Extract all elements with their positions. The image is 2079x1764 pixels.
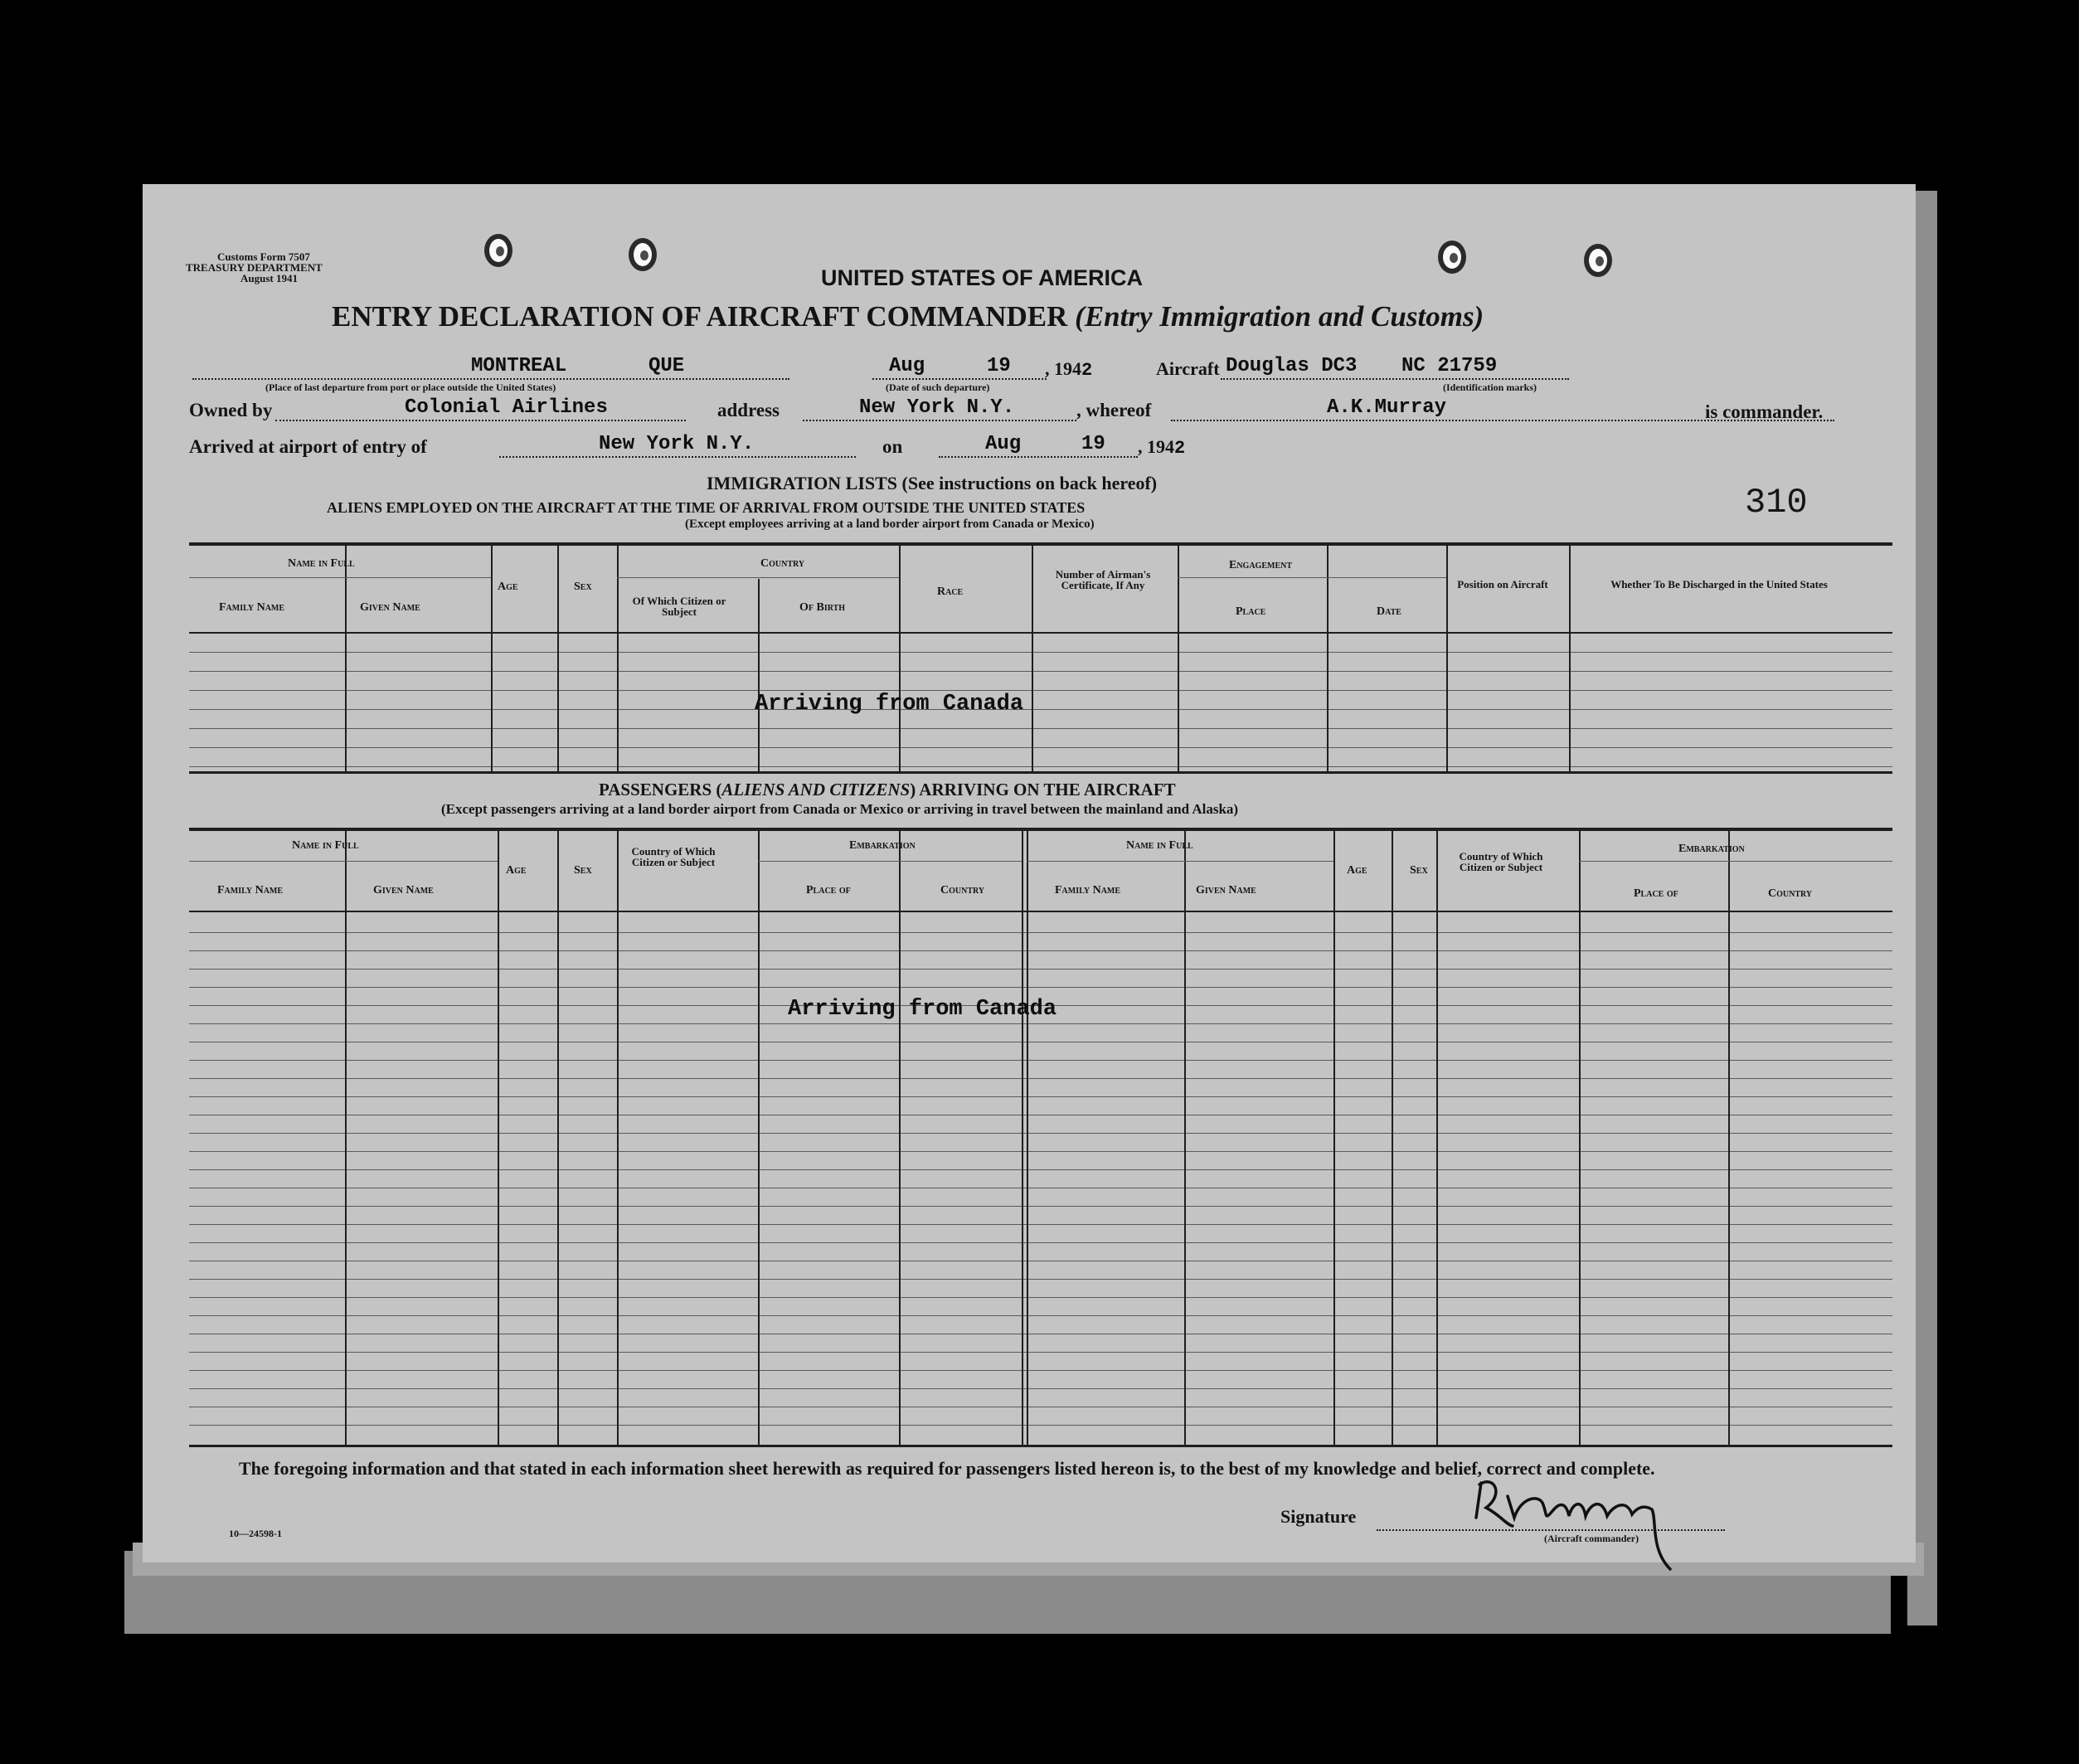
crew-family-name-header: Family Name (219, 601, 285, 614)
aliens-note: (Except employees arriving at a land border airport from Canada or Mexico) (685, 518, 1095, 531)
departure-day: 19 (987, 355, 1011, 377)
pax-table-column-line (1728, 829, 1730, 1445)
crew-table-row-line (189, 709, 1892, 710)
crew-age-header: Age (498, 581, 518, 593)
punch-hole (629, 238, 657, 271)
pax-table-column-line (899, 829, 901, 1445)
pax-given-name-header-right: Given Name (1196, 884, 1256, 897)
form-date: August 1941 (240, 272, 298, 284)
crew-place-header: Place (1236, 605, 1266, 618)
crew-table-top-rule (189, 542, 1892, 546)
arrival-day: 19 (1081, 433, 1105, 455)
crew-table-column-line (1446, 544, 1448, 771)
address-label: address (717, 400, 780, 420)
departure-year-prefix: , 194 (1045, 358, 1081, 379)
crew-table-row-line (189, 652, 1892, 653)
pax-table-bottom-rule (189, 1445, 1892, 1447)
crew-table-bottom-rule (189, 771, 1892, 774)
commander-signature (1461, 1470, 1718, 1577)
pax-table-row-line (189, 1169, 1892, 1170)
pax-table-column-line (1333, 829, 1335, 1445)
pax-table-column-line (498, 829, 499, 1445)
passengers-heading-post: ) ARRIVING ON THE AIRCRAFT (910, 780, 1176, 799)
pax-left-embark-subheader-line (758, 861, 1022, 862)
pax-header-divider (189, 911, 1892, 912)
page-title-italic: (Entry Immigration and Customs) (1075, 300, 1484, 333)
punch-hole (1584, 244, 1612, 277)
aircraft-type: Douglas DC3 (1226, 355, 1358, 377)
pax-sex-header-right: Sex (1410, 864, 1428, 877)
arrival-date-line (939, 456, 1138, 458)
pax-table-row-line (189, 1370, 1892, 1371)
signature-caption: (Aircraft commander) (1544, 1533, 1639, 1544)
pax-table-column-line (617, 829, 619, 1445)
crew-country-subheader-line (617, 577, 899, 578)
form-code: 10—24598-1 (229, 1528, 282, 1539)
arrival-place: New York N.Y. (599, 433, 755, 455)
country-title: UNITED STATES OF AMERICA (821, 265, 1143, 290)
page-title-main: ENTRY DECLARATION OF AIRCRAFT COMMANDER (332, 300, 1068, 333)
entry-declaration-form (143, 184, 1916, 1562)
pax-family-name-header-left: Family Name (217, 884, 284, 897)
crew-engagement-subheader-line (1178, 577, 1446, 578)
owner-line (275, 420, 686, 421)
pax-table-row-line (189, 1242, 1892, 1243)
passengers-heading (599, 780, 1176, 800)
pax-right-name-subheader-line (1027, 861, 1333, 862)
pax-citizen-header-left: Country of Which Citizen or Subject (631, 845, 716, 868)
pax-table-row-line (189, 1133, 1892, 1134)
arrival-label: Arrived at airport of entry of (189, 436, 427, 457)
passengers-note: (Except passengers arriving at a land border airport from Canada or Mexico or arriving in travel between the mainland and Alaska) (441, 801, 1239, 817)
pax-age-header-left: Age (506, 864, 527, 877)
commander-suffix: is commander. (1705, 401, 1824, 422)
crew-race-header: Race (937, 586, 964, 598)
pax-table-column-line (1579, 829, 1581, 1445)
pax-table-row-line (189, 1151, 1892, 1152)
pax-table-column-line (1392, 829, 1393, 1445)
departure-year (1045, 358, 1092, 381)
pax-table-column-line (1184, 829, 1186, 1445)
pax-table-row-line (189, 1224, 1892, 1225)
pax-name-in-full-header-right: Name in Full (1126, 839, 1193, 852)
arrival-on-label: on (882, 436, 903, 457)
pax-citizen-header-right: Country of Which Citizen or Subject (1459, 850, 1543, 873)
crew-given-name-header: Given Name (360, 601, 420, 614)
crew-table-column-line (899, 544, 901, 771)
punch-hole (1438, 241, 1466, 274)
crew-discharged-header: Whether To Be Discharged in the United States (1610, 578, 1828, 590)
owned-by-label: Owned by (189, 400, 273, 420)
crew-table-column-line (617, 544, 619, 771)
pax-center-double-line (1027, 829, 1028, 1445)
pax-table-column-line (345, 829, 347, 1445)
crew-table-column-line (1032, 544, 1033, 771)
crew-entry-note: Arriving from Canada (755, 692, 1024, 717)
crew-header-divider (189, 632, 1892, 634)
pax-table-column-line (1022, 829, 1023, 1445)
aircraft-label: Aircraft (1156, 358, 1220, 379)
pax-table-top-rule (189, 828, 1892, 831)
departure-place-line (192, 378, 789, 380)
pax-embarkation-header-left: Embarkation (849, 839, 916, 852)
pax-sex-header-left: Sex (574, 864, 592, 877)
crew-name-subheader-line (189, 577, 491, 578)
pax-table-row-line (189, 1352, 1892, 1353)
commander-name: A.K.Murray (1327, 396, 1447, 419)
immigration-heading-note: (See instructions on back hereof) (901, 473, 1158, 493)
form-number: Customs Form 7507 (217, 250, 310, 263)
pax-table-row-line (189, 1096, 1892, 1097)
immigration-heading (707, 473, 1157, 494)
crew-table-column-line (557, 544, 559, 771)
crew-table-row-line (189, 671, 1892, 672)
punch-hole (484, 234, 512, 267)
crew-citizen-header: Of Which Citizen or Subject (632, 595, 726, 618)
crew-table-row-line (189, 747, 1892, 748)
owner-address: New York N.Y. (859, 396, 1015, 419)
pax-table-column-line (758, 829, 760, 1445)
pax-table-row-line (189, 1297, 1892, 1298)
pax-table-row-line (189, 1078, 1892, 1079)
pax-age-header-right: Age (1347, 864, 1367, 877)
pax-entry-note: Arriving from Canada (788, 997, 1057, 1022)
pax-left-name-subheader-line (189, 861, 498, 862)
pax-family-name-header-right: Family Name (1055, 884, 1121, 897)
pax-place-header-left: Place of (806, 884, 851, 897)
pax-given-name-header-left: Given Name (373, 884, 434, 897)
pax-name-in-full-header-left: Name in Full (292, 839, 359, 852)
passengers-heading-italic: ALIENS AND CITIZENS (721, 780, 911, 799)
pax-table-row-line (189, 932, 1892, 933)
departure-date-caption: (Date of such departure) (886, 381, 990, 393)
pax-table-row-line (189, 1388, 1892, 1389)
crew-table-column-line (1569, 544, 1571, 771)
arrival-year-digit: 2 (1174, 438, 1186, 459)
form-department: TREASURY DEPARTMENT (186, 261, 323, 274)
crew-name-in-full-header: Name in Full (288, 557, 355, 570)
departure-year-digit: 2 (1081, 360, 1093, 381)
crew-table-column-line (491, 544, 493, 771)
crew-table-row-line (189, 728, 1892, 729)
arrival-year-prefix: , 194 (1138, 436, 1174, 457)
arrival-place-line (499, 456, 856, 458)
pax-table-column-line (1436, 829, 1438, 1445)
arrival-month: Aug (985, 433, 1022, 455)
immigration-heading-title: IMMIGRATION LISTS (707, 473, 898, 493)
crew-date-header: Date (1377, 605, 1401, 618)
aircraft-marks-caption: (Identification marks) (1443, 381, 1537, 393)
pax-table-row-line (189, 950, 1892, 951)
pax-embarkation-header-right: Embarkation (1678, 843, 1745, 855)
departure-month: Aug (889, 355, 925, 377)
crew-sex-header: Sex (574, 581, 592, 593)
crew-country-header: Country (760, 557, 805, 570)
aliens-heading: ALIENS EMPLOYED ON THE AIRCRAFT AT THE TIME OF ARRIVAL FROM OUTSIDE THE UNITED STATES (327, 499, 1086, 516)
whereof-label: , whereof (1076, 400, 1152, 420)
pax-table-row-line (189, 1060, 1892, 1061)
departure-place: MONTREAL (471, 355, 567, 377)
pax-country-header-left: Country (940, 884, 985, 897)
page-number: 310 (1745, 483, 1808, 522)
signature-label: Signature (1280, 1506, 1357, 1527)
certification-statement: The foregoing information and that stated in each information sheet herewith as required for passengers listed hereon is, to the best of my knowledge and belief, correct and complete. (239, 1458, 1655, 1479)
crew-position-header: Position on Aircraft (1457, 578, 1548, 590)
crew-table-row-line (189, 690, 1892, 691)
crew-name-subcolumn-line (345, 544, 347, 771)
passengers-heading-pre: PASSENGERS ( (599, 780, 722, 799)
aircraft-marks: NC 21759 (1401, 355, 1498, 377)
departure-date-line (872, 378, 1047, 380)
page-title (332, 300, 1484, 333)
pax-table-column-line (557, 829, 559, 1445)
crew-engagement-header: Engagement (1229, 559, 1293, 571)
address-line (803, 420, 1076, 421)
pax-table-row-line (189, 1279, 1892, 1280)
departure-place-caption: (Place of last departure from port or place outside the United States) (265, 381, 556, 393)
pax-place-header-right: Place of (1634, 887, 1678, 900)
departure-province: QUE (648, 355, 685, 377)
crew-table-row-line (189, 766, 1892, 767)
owner-name: Colonial Airlines (405, 396, 608, 419)
crew-table-column-line (1178, 544, 1179, 771)
aircraft-line (1221, 378, 1569, 380)
pax-table-row-line (189, 1206, 1892, 1207)
pax-country-header-right: Country (1768, 887, 1813, 900)
crew-country-split-line (758, 579, 760, 771)
crew-certificate-header: Number of Airman's Certificate, If Any (1055, 568, 1151, 591)
crew-engagement-split-line (1327, 579, 1329, 771)
pax-table-row-line (189, 1425, 1892, 1426)
crew-birth-header: Of Birth (799, 601, 846, 614)
arrival-year (1138, 436, 1185, 459)
pax-table-row-line (189, 987, 1892, 988)
pax-right-embark-subheader-line (1579, 861, 1892, 862)
pax-table-row-line (189, 1023, 1892, 1024)
pax-table-row-line (189, 1315, 1892, 1316)
